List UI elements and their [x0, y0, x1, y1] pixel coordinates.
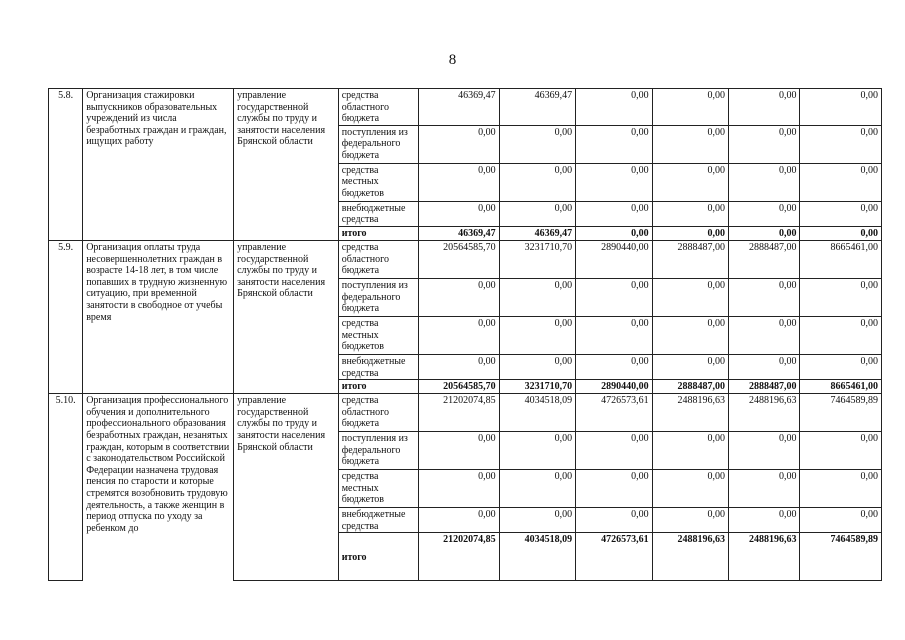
amount-cell: 2488196,63 — [652, 394, 728, 432]
amount-cell: 0,00 — [499, 432, 575, 470]
amount-cell: 2488196,63 — [652, 533, 728, 581]
amount-cell: 2888487,00 — [729, 240, 800, 278]
amount-cell: 21202074,85 — [419, 533, 499, 581]
funding-source: средства местных бюджетов — [338, 470, 418, 508]
amount-cell: 0,00 — [800, 470, 882, 508]
amount-cell: 0,00 — [499, 508, 575, 533]
amount-cell: 0,00 — [576, 125, 652, 163]
amount-cell: 0,00 — [729, 432, 800, 470]
amount-cell: 0,00 — [419, 354, 499, 379]
amount-cell: 0,00 — [729, 125, 800, 163]
amount-cell: 46369,47 — [419, 89, 499, 126]
funding-source: средства областного бюджета — [338, 89, 418, 126]
amount-cell: 0,00 — [652, 354, 728, 379]
executor: управление государственной службы по труду и занятости населения Брянской области — [234, 240, 339, 393]
amount-cell: 0,00 — [499, 201, 575, 226]
amount-cell: 0,00 — [499, 163, 575, 201]
amount-cell: 4034518,09 — [499, 394, 575, 432]
amount-cell: 0,00 — [499, 470, 575, 508]
amount-cell: 0,00 — [419, 432, 499, 470]
amount-cell: 0,00 — [800, 432, 882, 470]
amount-cell: 0,00 — [800, 201, 882, 226]
budget-table — [48, 88, 882, 581]
amount-cell: 0,00 — [576, 201, 652, 226]
funding-source: средства местных бюджетов — [338, 316, 418, 354]
funding-source: итого — [338, 226, 418, 240]
amount-cell: 0,00 — [499, 125, 575, 163]
amount-cell: 0,00 — [800, 354, 882, 379]
amount-cell: 0,00 — [652, 201, 728, 226]
funding-source: поступления из федерального бюджета — [338, 432, 418, 470]
table-row — [49, 240, 882, 278]
amount-cell: 0,00 — [499, 354, 575, 379]
table-row — [49, 89, 882, 126]
amount-cell: 46369,47 — [499, 226, 575, 240]
amount-cell: 0,00 — [576, 316, 652, 354]
amount-cell: 0,00 — [419, 278, 499, 316]
amount-cell: 0,00 — [729, 508, 800, 533]
funding-source: поступления из федерального бюджета — [338, 278, 418, 316]
amount-cell: 21202074,85 — [419, 394, 499, 432]
amount-cell: 0,00 — [576, 278, 652, 316]
amount-cell: 3231710,70 — [499, 240, 575, 278]
executor: управление государственной службы по труду и занятости населения Брянской области — [234, 89, 339, 241]
amount-cell: 0,00 — [576, 470, 652, 508]
amount-cell: 8665461,00 — [800, 380, 882, 394]
amount-cell: 20564585,70 — [419, 240, 499, 278]
amount-cell: 0,00 — [652, 226, 728, 240]
amount-cell: 2888487,00 — [729, 380, 800, 394]
amount-cell: 0,00 — [419, 125, 499, 163]
amount-cell: 0,00 — [800, 125, 882, 163]
amount-cell: 2888487,00 — [652, 240, 728, 278]
amount-cell: 0,00 — [729, 163, 800, 201]
measure-name: Организация оплаты труда несовершеннолетних граждан в возрасте 14-18 лет, в том числе попавших в трудную жизненную ситуацию, при временной занятости в свободное от учебы время — [83, 240, 234, 393]
amount-cell: 7464589,89 — [800, 533, 882, 581]
amount-cell: 7464589,89 — [800, 394, 882, 432]
amount-cell: 0,00 — [419, 470, 499, 508]
amount-cell: 0,00 — [576, 226, 652, 240]
amount-cell: 0,00 — [729, 226, 800, 240]
funding-source: поступления из федерального бюджета — [338, 125, 418, 163]
page-number: 8 — [448, 52, 457, 68]
amount-cell: 2488196,63 — [729, 533, 800, 581]
amount-cell: 2890440,00 — [576, 240, 652, 278]
funding-source: внебюджетные средства — [338, 354, 418, 379]
amount-cell: 0,00 — [576, 89, 652, 126]
table-row — [49, 394, 882, 432]
budget-table-body — [49, 89, 882, 581]
amount-cell: 20564585,70 — [419, 380, 499, 394]
section-index: 5.10. — [49, 394, 83, 581]
amount-cell: 0,00 — [800, 226, 882, 240]
amount-cell: 0,00 — [800, 278, 882, 316]
amount-cell: 0,00 — [419, 508, 499, 533]
funding-source: средства областного бюджета — [338, 240, 418, 278]
amount-cell: 0,00 — [576, 508, 652, 533]
amount-cell: 2488196,63 — [729, 394, 800, 432]
measure-name: Организация стажировки выпускников образовательных учреждений из числа безработных граждан и граждан, ищущих работу — [83, 89, 234, 241]
amount-cell: 2890440,00 — [576, 380, 652, 394]
amount-cell: 0,00 — [652, 278, 728, 316]
amount-cell: 0,00 — [652, 125, 728, 163]
amount-cell: 0,00 — [499, 278, 575, 316]
funding-source: средства местных бюджетов — [338, 163, 418, 201]
amount-cell: 0,00 — [729, 278, 800, 316]
amount-cell: 0,00 — [800, 508, 882, 533]
amount-cell: 0,00 — [800, 316, 882, 354]
amount-cell: 4726573,61 — [576, 533, 652, 581]
section-index: 5.9. — [49, 240, 83, 393]
funding-source: внебюджетные средства — [338, 508, 418, 533]
amount-cell: 0,00 — [729, 89, 800, 126]
amount-cell: 0,00 — [419, 316, 499, 354]
amount-cell: 8665461,00 — [800, 240, 882, 278]
amount-cell: 0,00 — [652, 163, 728, 201]
amount-cell: 0,00 — [576, 432, 652, 470]
amount-cell: 0,00 — [800, 89, 882, 126]
amount-cell: 0,00 — [729, 316, 800, 354]
measure-name: Организация профессионального обучения и дополнительного профессионального образования безработных граждан, незанятых граждан, которым в соответствии с законодательством Российской Федерации назначена трудовая пенсия по старости и которые стремятся возобновить трудовую деятельность, а также женщин в период отпуска по уходу за ребенком до — [83, 394, 234, 581]
amount-cell: 0,00 — [652, 470, 728, 508]
amount-cell: 0,00 — [729, 470, 800, 508]
amount-cell: 4726573,61 — [576, 394, 652, 432]
funding-source: внебюджетные средства — [338, 201, 418, 226]
funding-source: итого — [338, 533, 418, 581]
amount-cell: 3231710,70 — [499, 380, 575, 394]
amount-cell: 0,00 — [652, 316, 728, 354]
amount-cell: 0,00 — [652, 89, 728, 126]
amount-cell: 4034518,09 — [499, 533, 575, 581]
section-index: 5.8. — [49, 89, 83, 241]
funding-source: средства областного бюджета — [338, 394, 418, 432]
amount-cell: 0,00 — [652, 508, 728, 533]
amount-cell: 0,00 — [419, 163, 499, 201]
executor: управление государственной службы по труду и занятости населения Брянской области — [234, 394, 339, 581]
funding-source: итого — [338, 380, 418, 394]
amount-cell: 0,00 — [729, 354, 800, 379]
amount-cell: 0,00 — [419, 201, 499, 226]
amount-cell: 0,00 — [800, 163, 882, 201]
amount-cell: 46369,47 — [499, 89, 575, 126]
amount-cell: 0,00 — [652, 432, 728, 470]
amount-cell: 46369,47 — [419, 226, 499, 240]
amount-cell: 0,00 — [499, 316, 575, 354]
amount-cell: 0,00 — [576, 163, 652, 201]
amount-cell: 0,00 — [576, 354, 652, 379]
amount-cell: 2888487,00 — [652, 380, 728, 394]
amount-cell: 0,00 — [729, 201, 800, 226]
